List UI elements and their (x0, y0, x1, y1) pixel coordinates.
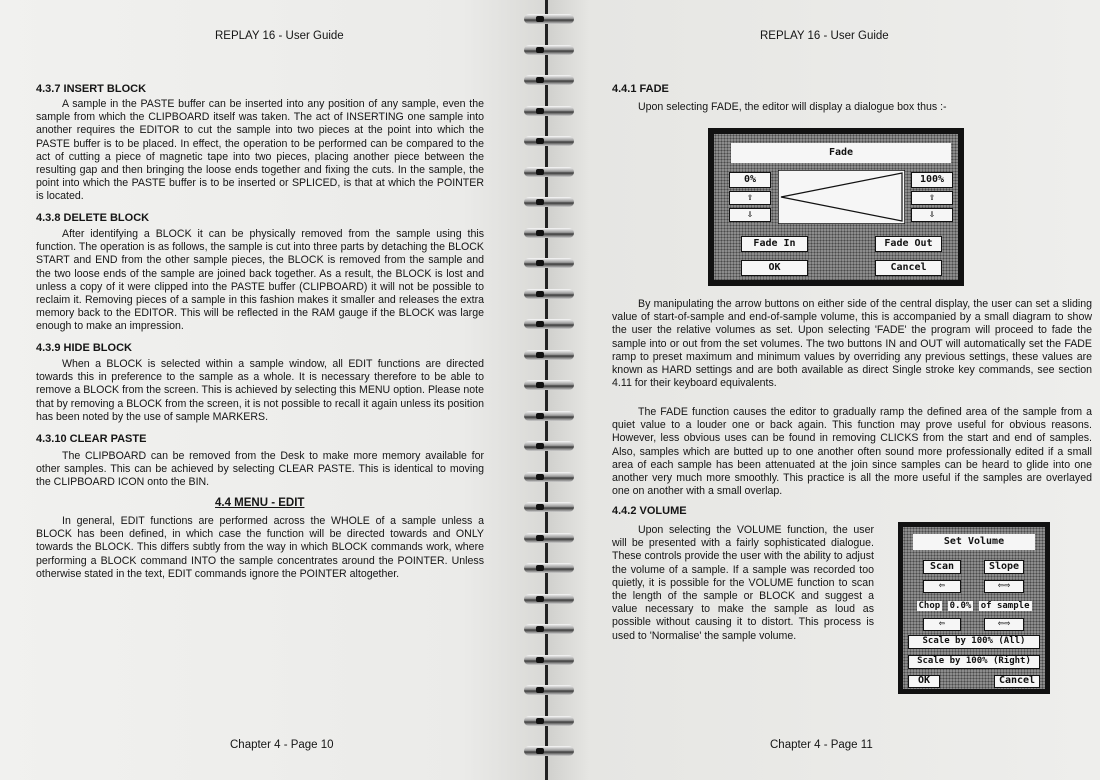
binding-hole (536, 718, 544, 724)
volume-dialog-title: Set Volume (913, 534, 1035, 550)
binding-coil-loop (524, 167, 574, 177)
binding-coil-loop (524, 441, 574, 451)
binding-coil-loop (524, 197, 574, 207)
binding-coil (520, 226, 578, 240)
chop-left-arrow-button[interactable]: ⇦ (923, 618, 961, 631)
binding-coil-loop (524, 380, 574, 390)
menu-edit-text: In general, EDIT functions are performed across the WHOLE of a sample unless a BLOCK has been defined, in which case the function will be directed towards and ONLY towards the BLOCK. This differs subtly from the way in which BLOCK commands work, where performing a BLOCK command INTO the sample concentrates around the POINTER. Unless otherwise stated in the text, EDIT commands ignore the POINTER altogether. (36, 515, 484, 580)
binding-hole (536, 474, 544, 480)
binding-coil (520, 622, 578, 636)
scan-button[interactable]: Scan (923, 560, 961, 574)
slope-arrow-button[interactable]: ⇦⇨ (984, 580, 1024, 593)
fade-start-up-button[interactable]: ⇧ (729, 191, 771, 205)
chop-value[interactable]: 0.0% (949, 601, 972, 611)
left-page-footer: Chapter 4 - Page 10 (230, 739, 334, 751)
fade-intro: Upon selecting FADE, the editor will display a dialogue box thus :- (638, 101, 947, 113)
fade-ramp-frame (778, 170, 905, 224)
binding-coil (520, 592, 578, 606)
binding-coil (520, 43, 578, 57)
binding-hole (536, 504, 544, 510)
binding-coil-loop (524, 289, 574, 299)
binding-hole (536, 382, 544, 388)
binding-coil (520, 744, 578, 758)
binding-hole (536, 596, 544, 602)
binding-hole (536, 230, 544, 236)
binding-coil (520, 73, 578, 87)
binding-coil-loop (524, 563, 574, 573)
right-page (545, 0, 1100, 780)
fade-out-button[interactable]: Fade Out (875, 236, 942, 252)
binding-coil (520, 165, 578, 179)
fade-ok-button[interactable]: OK (741, 260, 808, 276)
binding-hole (536, 77, 544, 83)
binding-hole (536, 47, 544, 53)
binding-coil (520, 409, 578, 423)
fade-paragraph-1: By manipulating the arrow buttons on either side of the central display, the user can set a sliding value of start-of-sample and end-of-sample volume, this is accompanied by a small diagram to show the user the relative volumes as set. Upon selecting 'FADE' the program will proceed to fade the sample into or out from the set volumes. The two buttons IN and OUT will automatically set the FADE ramp to preset maximum and minimum values by overriding any previous settings, these values are known as HARD settings and are both available as direct Single stroke key commands, see section 4.11 for their keyboard equivalents. (612, 298, 1092, 390)
binding-coil-loop (524, 45, 574, 55)
binding-coil-loop (524, 655, 574, 665)
scan-arrow-button[interactable]: ⇦ (923, 580, 961, 593)
fade-dialog-title: Fade (731, 143, 951, 163)
binding-hole (536, 291, 544, 297)
binding-coil-loop (524, 319, 574, 329)
binding-hole (536, 657, 544, 663)
hide-block-text: When a BLOCK is selected within a sample window, all EDIT functions are directed towards this in preference to the sample as a whole. It is necessary therefore to be able to remove a BLOCK from the screen. This is achieved by selecting this MENU option. Please note that by removing a BLOCK from the screen, it is not possible to recall it again unless its position has been noted by the use of sample MARKERS. (36, 358, 484, 423)
binding-hole (536, 748, 544, 754)
binding-coil (520, 256, 578, 270)
left-page (0, 0, 545, 780)
right-page-footer: Chapter 4 - Page 11 (770, 739, 873, 751)
binding-coil-loop (524, 746, 574, 756)
fade-dialog (708, 128, 964, 286)
binding-hole (536, 626, 544, 632)
right-page-header: REPLAY 16 - User Guide (760, 30, 889, 42)
binding-coil (520, 561, 578, 575)
chop-row (908, 599, 1040, 613)
binding-coil-loop (524, 502, 574, 512)
binding-hole (536, 535, 544, 541)
slope-button[interactable]: Slope (984, 560, 1024, 574)
volume-text: Upon selecting the VOLUME function, the user will be presented with a fairly sophisticated dialogue. These controls provide the user with the ability to adjust the volume of a sample. If a sample was recorded too quietly, it is possible for the VOLUME function to scan the length of the sample or BLOCK and suggest a value necessary to make the sample as loud as possible without causing it to distort. This process is used to 'Normalise' the sample volume. (612, 524, 874, 642)
spiral-binding (520, 0, 582, 780)
binding-hole (536, 687, 544, 693)
volume-cancel-button[interactable]: Cancel (994, 675, 1040, 688)
binding-coil-loop (524, 14, 574, 24)
heading-clear-paste: 4.3.10 CLEAR PASTE (36, 433, 147, 445)
fade-ramp-display (778, 170, 905, 224)
fade-end-down-button[interactable]: ⇩ (911, 208, 953, 222)
binding-coil (520, 500, 578, 514)
binding-coil-loop (524, 350, 574, 360)
left-page-header: REPLAY 16 - User Guide (215, 30, 344, 42)
heading-delete-block: 4.3.8 DELETE BLOCK (36, 212, 150, 224)
scale-right-button[interactable]: Scale by 100% (Right) (908, 655, 1040, 669)
volume-ok-button[interactable]: OK (908, 675, 940, 688)
fade-in-button[interactable]: Fade In (741, 236, 808, 252)
chop-label: Chop (918, 601, 941, 611)
binding-hole (536, 321, 544, 327)
heading-hide-block: 4.3.9 HIDE BLOCK (36, 342, 132, 354)
binding-hole (536, 169, 544, 175)
binding-hole (536, 260, 544, 266)
binding-coil (520, 195, 578, 209)
binding-coil-loop (524, 228, 574, 238)
chop-double-arrow-button[interactable]: ⇦⇨ (984, 618, 1024, 631)
binding-hole (536, 199, 544, 205)
heading-volume: 4.4.2 VOLUME (612, 505, 687, 517)
binding-coil-loop (524, 624, 574, 634)
heading-fade: 4.4.1 FADE (612, 83, 669, 95)
fade-start-value: 0% (729, 172, 771, 188)
binding-coil-loop (524, 594, 574, 604)
clear-paste-text: The CLIPBOARD can be removed from the Desk to make more memory available for other samples. This can be achieved by selecting CLEAR PASTE. This is identical to moving the CLIPBOARD ICON onto the BIN. (36, 450, 484, 489)
binding-coil (520, 348, 578, 362)
binding-hole (536, 352, 544, 358)
binding-hole (536, 16, 544, 22)
binding-coil (520, 653, 578, 667)
binding-hole (536, 138, 544, 144)
binding-coil (520, 287, 578, 301)
binding-coil (520, 470, 578, 484)
insert-block-text: A sample in the PASTE buffer can be inserted into any position of any sample, even the sample from which the CLIPBOARD itself was taken. The act of INSERTING one sample into another requires the EDITOR to cut the sample into two pieces at the point into which the PASTE buffer is to be placed. In effect, the operation to be performed can be compared to the act of cutting a piece of magnetic tape into two pieces, placing another piece between the resulting gap and then bringing the loose ends together and fixing the cuts. In the sample, the point into which the PASTE buffer is to be inserted or SPLICED, is that at which the POINTER is located. (36, 98, 484, 203)
binding-hole (536, 108, 544, 114)
fade-paragraph-2: The FADE function causes the editor to gradually ramp the defined area of the sample from a quiet value to a louder one or back again. This function may prove useful for obvious reasons. However, less obvious uses can be found in removing CLICKS from the start and end of samples. Also, samples which are butted up to one another often sound more professionally edited if a small area of each sample has been attenuated at the join since samples can be heard to glide into one another very much more smoothly. This practice is all the more useful if the samples are overlayed one on another with a small overlap. (612, 406, 1092, 498)
heading-menu-edit: 4.4 MENU - EDIT (215, 497, 305, 509)
delete-block-text: After identifying a BLOCK it can be physically removed from the sample using this function. The operation is as follows, the sample is cut into three parts by detaching the BLOCK START and END from the other sample pieces, the BLOCK is removed from the sample and the two loose ends of the sample are joined back together. As a result, the BLOCK is lost and unless a copy of it were clipped into the PASTE buffer (CLIPBOARD) it will not be possible to reclaim it. Removing pieces of a sample in this fashion makes it smaller and releases the extra memory back to the EDITOR. This will be reflected in the RAM gauge if the BLOCK was large enough to make an impression. (36, 228, 484, 333)
binding-coil-loop (524, 685, 574, 695)
binding-coil (520, 439, 578, 453)
binding-coil (520, 683, 578, 697)
binding-coil-loop (524, 136, 574, 146)
binding-coil (520, 317, 578, 331)
binding-coil-loop (524, 411, 574, 421)
volume-dialog (898, 522, 1050, 694)
binding-hole (536, 565, 544, 571)
binding-coil-loop (524, 258, 574, 268)
binding-coil (520, 531, 578, 545)
scale-all-button[interactable]: Scale by 100% (All) (908, 635, 1040, 649)
binding-coil (520, 12, 578, 26)
binding-coil (520, 134, 578, 148)
binding-hole (536, 413, 544, 419)
binding-coil (520, 104, 578, 118)
binding-coil-loop (524, 716, 574, 726)
binding-coil (520, 378, 578, 392)
binding-coil-loop (524, 472, 574, 482)
binding-coil (520, 714, 578, 728)
heading-insert-block: 4.3.7 INSERT BLOCK (36, 83, 147, 95)
chop-suffix: of sample (980, 601, 1030, 611)
fade-end-value: 100% (911, 172, 953, 188)
binding-hole (536, 443, 544, 449)
binding-coil-loop (524, 75, 574, 85)
binding-coil-loop (524, 106, 574, 116)
fade-start-down-button[interactable]: ⇩ (729, 208, 771, 222)
fade-cancel-button[interactable]: Cancel (875, 260, 942, 276)
binding-coil-loop (524, 533, 574, 543)
fade-end-up-button[interactable]: ⇧ (911, 191, 953, 205)
